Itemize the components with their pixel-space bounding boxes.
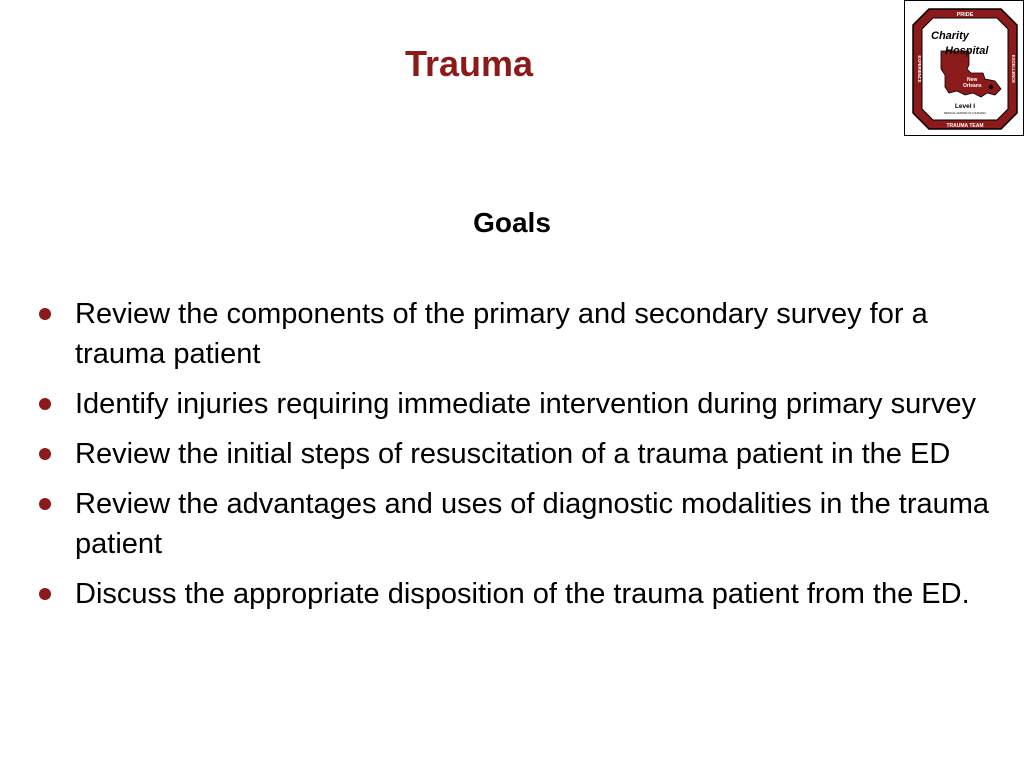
goals-list bbox=[36, 294, 996, 624]
logo-city-line2: Orleans bbox=[963, 83, 982, 89]
list-item bbox=[36, 434, 996, 474]
bullet-icon bbox=[39, 308, 51, 320]
list-item bbox=[36, 484, 996, 564]
logo-subtitle: MEDICAL CENTER OF LOUISIANA bbox=[944, 112, 986, 115]
goal-text: Identify injuries requiring immediate intervention during primary survey bbox=[75, 388, 977, 420]
logo-top-band: PRIDE bbox=[956, 12, 974, 18]
bullet-icon bbox=[39, 448, 51, 460]
logo-name-line1: Charity bbox=[931, 30, 969, 42]
bullet-icon bbox=[39, 498, 51, 510]
goals-heading: Goals bbox=[473, 207, 551, 238]
goal-text: Review the components of the primary and secondary survey for a trauma patient bbox=[75, 298, 928, 370]
charity-hospital-logo bbox=[904, 0, 1024, 136]
trauma-team-badge-icon bbox=[911, 7, 1019, 131]
goal-text: Review the initial steps of resuscitation of a trauma patient in the ED bbox=[75, 438, 951, 470]
list-item bbox=[36, 384, 996, 424]
slide-title: Trauma bbox=[404, 43, 534, 84]
goal-text: Discuss the appropriate disposition of the trauma patient from the ED. bbox=[75, 578, 970, 610]
logo-level: Level I bbox=[954, 103, 976, 110]
logo-name-line2: Hospital bbox=[945, 45, 989, 57]
bullet-icon bbox=[39, 588, 51, 600]
bullet-icon bbox=[39, 398, 51, 410]
logo-bottom-band: TRAUMA TEAM bbox=[946, 123, 984, 129]
logo-right-band: EXCELLENCE bbox=[1011, 54, 1016, 84]
logo-city-line1: New bbox=[967, 77, 978, 83]
list-item bbox=[36, 574, 996, 614]
logo-left-band: EXPERIENCE bbox=[917, 55, 922, 83]
new-orleans-marker-icon bbox=[989, 85, 993, 89]
list-item bbox=[36, 294, 996, 374]
goal-text: Review the advantages and uses of diagnostic modalities in the trauma patient bbox=[75, 488, 990, 560]
